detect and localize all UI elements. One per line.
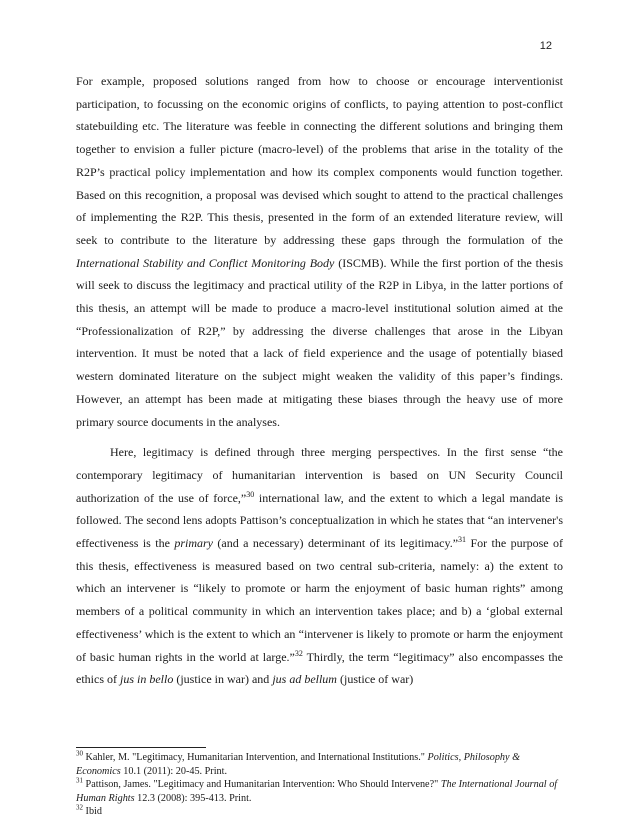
footnotes — [76, 751, 563, 819]
footnote-30 — [76, 751, 563, 778]
footnote-tail: 10.1 (2011): 20-45. Print. — [120, 765, 228, 777]
body-text — [76, 70, 563, 691]
paragraph-2-text-2: international law, and the extent to which a legal mandate is followed. The second lens adopts Pattison’s conceptualization in which he states that “an intervener's effectiveness is the — [76, 490, 563, 551]
footnote-ref-30: 30 — [246, 489, 255, 499]
paragraph-2-text-7: (justice of war) — [336, 672, 414, 687]
footnote-journal: The International Journal of Human Rights — [76, 779, 558, 804]
footnote-text: Kahler, M. "Legitimacy, Humanitarian Intervention, and International Institutions." — [83, 752, 428, 763]
paragraph-2-text-6: (justice in war) and — [173, 672, 273, 687]
iscmb-title: International Stability and Conflict Monitoring Body — [76, 255, 335, 270]
paragraph-2-text-5: Thirdly, the term “legitimacy” also encompasses the ethics of — [76, 649, 564, 687]
footnote-separator — [76, 747, 206, 748]
paragraph-2 — [76, 441, 563, 691]
footnote-number: 31 — [76, 776, 83, 785]
footnote-ref-31: 31 — [458, 535, 467, 545]
paragraph-1-text-cont: (ISCMB). While the first portion of the thesis will seek to discuss the legitimacy and practical utility of the R2P in Libya, in the latter portions of this thesis, an attempt will be made to produce a macro-level institutional solution aimed at the “Professionalization of R2P,” by addressing the diverse challenges that arose in the Libyan intervention. It must be noted that a lack of field experience and the usage of potentially biased western dominated literature on the subject might weaken the validity of this paper’s findings. However, an attempt has been made at mitigating these biases through the heavy use of more primary source documents in the analyses. — [76, 255, 563, 429]
footnote-ref-32: 32 — [294, 648, 303, 658]
primary-emphasis: primary — [174, 536, 213, 551]
paragraph-2-text-4: For the purpose of this thesis, effectiveness is measured based on two central sub-criteria, namely: a) the extent to which an intervener is “likely to promote or harm the enjoyment of basic human rights” among members of a political community in which an intervention takes place; and b) a ‘global external effectiveness’ which is the extent to which an “intervener is likely to promote or harm the enjoyment of basic human rights in the world at large.” — [76, 536, 564, 664]
footnote-number: 30 — [76, 749, 83, 758]
paragraph-1-text: For example, proposed solutions ranged from how to choose or encourage interventionist participation, to focussing on the economic origins of conflicts, to paying attention to post-conflict statebuilding etc. The literature was feeble in connecting the different solutions and bringing them together to envision a fuller picture (macro-level) of the problems that arise in the totality of the R2P’s practical policy implementation and how its complex components would function together. Based on this recognition, a proposal was devised which sought to attend to the practical challenges of implementing the R2P. This thesis, presented in the form of an extended literature review, will seek to contribute to the literature by addressing these gaps through the formulation of the — [76, 74, 563, 247]
footnote-journal: Politics, Philosophy & Economics — [76, 752, 521, 777]
footnote-32 — [76, 805, 563, 819]
footnote-number: 32 — [76, 803, 83, 812]
page-number: 12 — [539, 40, 552, 52]
footnote-tail: 12.3 (2008): 395-413. Print. — [134, 792, 252, 804]
jus-in-bello: jus in bello — [120, 672, 174, 687]
jus-ad-bellum: jus ad bellum — [272, 672, 337, 687]
paragraph-1 — [76, 70, 563, 433]
paragraph-2-text-3: (and a necessary) determinant of its legitimacy.” — [213, 536, 459, 551]
paragraph-2-text: Here, legitimacy is defined through three merging perspectives. In the first sense “the contemporary legitimacy of humanitarian intervention is based on UN Security Council authorization of the use of force,” — [76, 445, 563, 505]
footnote-text: Pattison, James. "Legitimacy and Humanitarian Intervention: Who Should Intervene?" — [83, 779, 441, 791]
footnote-text: Ibid — [83, 806, 102, 818]
footnote-31 — [76, 778, 563, 805]
